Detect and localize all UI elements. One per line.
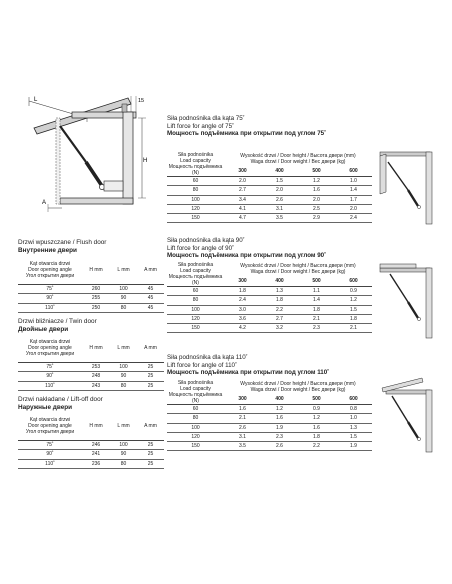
- table-cell: 110˚: [18, 303, 82, 312]
- table-row: [18, 441, 164, 450]
- table-row: [167, 214, 372, 223]
- table-cell: 3.6: [224, 314, 261, 323]
- table-cell: 0.9: [298, 405, 335, 414]
- table-cell: 90: [110, 372, 137, 381]
- table-cell: 110˚: [18, 381, 82, 390]
- table-row: [18, 372, 164, 381]
- table-cell: 1.5: [335, 432, 372, 441]
- table-row: [18, 450, 164, 459]
- table-cell: 500: [298, 276, 335, 287]
- table-header-row: [18, 334, 164, 363]
- table-cell: 600: [335, 394, 372, 405]
- table-cell: 100: [167, 305, 224, 314]
- table-cell: 1.5: [261, 177, 298, 186]
- table-cell: 400: [261, 166, 298, 177]
- table-cell: 1.6: [298, 186, 335, 195]
- table-cell: 80: [167, 414, 224, 423]
- table-cell: 3.1: [224, 432, 261, 441]
- liftoff-head-angle: Kąt otwarcia drzwi Door opening angle Угол открытия двери: [18, 412, 82, 441]
- table-cell: 248: [82, 372, 110, 381]
- table-cell: 75˚: [18, 441, 82, 450]
- table-cell: 1.6: [298, 423, 335, 432]
- table-row: [18, 294, 164, 303]
- lift110-header: Wysokość drzwi / Door height / Высота двери (mm) Waga drzwi / Door weight / Вес двери (kg): [240, 381, 356, 393]
- table-cell: 1.9: [261, 423, 298, 432]
- liftoff-title-pl: Drzwi nakładane / Lift-off door: [18, 396, 103, 403]
- table-row: [18, 285, 164, 294]
- table-cell: 0.8: [335, 405, 372, 414]
- table-cell: 1.8: [298, 305, 335, 314]
- table-cell: 2.1: [335, 324, 372, 333]
- table-cell: 2.1: [298, 314, 335, 323]
- lift110-title: [167, 354, 367, 377]
- table-cell: 2.1: [224, 414, 261, 423]
- twin-title-ru: Двойные двери: [18, 325, 69, 333]
- lift110-title-en: Lift force for angle of 110˚: [167, 361, 238, 369]
- lift90-title: [167, 237, 367, 260]
- table-cell: 1.8: [298, 432, 335, 441]
- table-cell: 2.5: [298, 204, 335, 213]
- table-cell: 90˚: [18, 372, 82, 381]
- table-cell: 1.8: [224, 287, 261, 296]
- table-cell: L mm: [110, 412, 137, 441]
- label-15: 15: [138, 98, 145, 104]
- flush-title-pl: Drzwi wpuszczane / Flush door: [18, 239, 107, 246]
- table-cell: 3.5: [224, 442, 261, 451]
- table-cell: 600: [335, 166, 372, 177]
- table-cell: 100: [167, 423, 224, 432]
- liftoff-door-title: [18, 396, 188, 411]
- table-cell: 80: [167, 296, 224, 305]
- flush-head-l: L mm: [110, 256, 137, 285]
- table-cell: 90: [110, 450, 137, 459]
- table-cell: 253: [82, 363, 110, 372]
- twin-head-angle: Kąt otwarcia drzwi Door opening angle Угол открытия двери: [18, 334, 82, 363]
- table-cell: 2.2: [261, 305, 298, 314]
- table-cell: 90˚: [18, 294, 82, 303]
- label-A: A: [42, 200, 47, 206]
- installation-diagram: [20, 92, 150, 222]
- table-row: [167, 195, 372, 204]
- flush-title-ru: Внутренние двери: [18, 246, 77, 254]
- table-cell: H mm: [82, 334, 110, 363]
- table-cell: 150: [167, 442, 224, 451]
- table-cell: 2.0: [335, 204, 372, 213]
- table-row: [167, 405, 372, 414]
- table-cell: 2.6: [261, 195, 298, 204]
- table-cell: 1.1: [298, 287, 335, 296]
- lift110-title-ru: Мощность подъёмника при открытии под углом 110˚: [167, 369, 330, 377]
- table-cell: 2.4: [335, 214, 372, 223]
- table-cell: 500: [298, 166, 335, 177]
- table-cell: 80: [167, 186, 224, 195]
- table-cell: 80: [110, 381, 137, 390]
- table-cell: 60: [167, 287, 224, 296]
- table-cell: 75˚: [18, 285, 82, 294]
- table-cell: 241: [82, 450, 110, 459]
- table-cell: 250: [82, 303, 110, 312]
- lift75-title-en: Lift force for angle of 75˚: [167, 122, 235, 130]
- lift90-title-en: Lift force for angle of 90˚: [167, 244, 235, 252]
- table-row: [167, 432, 372, 441]
- table-cell: 25: [137, 372, 164, 381]
- lift75-header: Wysokość drzwi / Door height / Высота двери (mm) Waga drzwi / Door weight / Вес двери (kg): [240, 153, 356, 165]
- table-header-row: [167, 262, 372, 276]
- table-header-row: [18, 412, 164, 441]
- table-cell: 1.9: [335, 442, 372, 451]
- table-cell: 4.2: [224, 324, 261, 333]
- lift110-diagram: [378, 376, 438, 456]
- table-cell: 90˚: [18, 450, 82, 459]
- lift75-title-pl: Siła podnośnika dla kąta 75˚: [167, 115, 245, 122]
- table-cell: 600: [335, 276, 372, 287]
- table-header-row: [167, 152, 372, 166]
- table-cell: 1.4: [298, 296, 335, 305]
- table-cell: 300: [224, 394, 261, 405]
- table-cell: 1.2: [261, 405, 298, 414]
- liftoff-door-table: [18, 412, 164, 469]
- table-cell: 2.6: [261, 442, 298, 451]
- table-row: [167, 314, 372, 323]
- table-cell: 1.3: [335, 423, 372, 432]
- table-cell: 1.6: [224, 405, 261, 414]
- lift75-diagram: [378, 148, 438, 228]
- lift90-title-pl: Siła podnośnika dla kąta 90˚: [167, 237, 245, 244]
- table-row: [167, 442, 372, 451]
- liftoff-title-ru: Наружные двери: [18, 403, 73, 411]
- table-cell: 75˚: [18, 363, 82, 372]
- twin-title-pl: Drzwi bliźniacze / Twin door: [18, 318, 97, 325]
- table-cell: 2.0: [298, 195, 335, 204]
- table-cell: A mm: [137, 334, 164, 363]
- table-cell: 100: [110, 363, 137, 372]
- table-cell: 3.4: [224, 195, 261, 204]
- table-cell: 4.1: [224, 204, 261, 213]
- table-cell: 120: [167, 314, 224, 323]
- table-header-row: [167, 380, 372, 394]
- table-row: [167, 324, 372, 333]
- lift90-table: [167, 262, 372, 333]
- label-L: L: [34, 97, 38, 103]
- flush-door-title: [18, 239, 188, 254]
- table-cell: 110˚: [18, 459, 82, 468]
- table-cell: 2.0: [261, 186, 298, 195]
- table-cell: 3.2: [261, 324, 298, 333]
- table-row: [167, 204, 372, 213]
- table-cell: 260: [82, 285, 110, 294]
- table-cell: 1.6: [261, 414, 298, 423]
- table-cell: 243: [82, 381, 110, 390]
- lift75-title: [167, 115, 367, 138]
- table-cell: 4.7: [224, 214, 261, 223]
- table-cell: 2.3: [261, 432, 298, 441]
- table-cell: A mm: [137, 412, 164, 441]
- table-row: [167, 414, 372, 423]
- table-cell: 1.0: [335, 177, 372, 186]
- table-cell: 45: [137, 285, 164, 294]
- table-cell: L mm: [110, 334, 137, 363]
- lift110-table: [167, 380, 372, 451]
- lift75-corner: Siła podnośnika Load capacity Мощность подъёмника (N): [168, 152, 223, 176]
- table-cell: 2.6: [224, 423, 261, 432]
- flush-head-a: A mm: [137, 256, 164, 285]
- table-cell: 236: [82, 459, 110, 468]
- table-row: [167, 296, 372, 305]
- table-cell: 90: [110, 294, 137, 303]
- table-cell: 120: [167, 432, 224, 441]
- table-cell: 246: [82, 441, 110, 450]
- table-cell: 300: [224, 276, 261, 287]
- flush-head-h: H mm: [82, 256, 110, 285]
- table-cell: 100: [110, 285, 137, 294]
- table-cell: 1.2: [298, 414, 335, 423]
- table-cell: 1.7: [335, 195, 372, 204]
- table-row: [167, 287, 372, 296]
- table-cell: 2.0: [224, 177, 261, 186]
- table-cell: 400: [261, 394, 298, 405]
- lift110-title-pl: Siła podnośnika dla kąta 110˚: [167, 354, 248, 361]
- table-cell: 500: [298, 394, 335, 405]
- table-cell: 100: [110, 441, 137, 450]
- table-cell: 120: [167, 204, 224, 213]
- table-cell: 1.2: [335, 296, 372, 305]
- twin-door-table: [18, 334, 164, 391]
- table-cell: 300: [224, 166, 261, 177]
- table-row: [167, 177, 372, 186]
- lift90-title-ru: Мощность подъёмника при открытии под углом 90˚: [167, 252, 327, 260]
- lift75-title-ru: Мощность подъёмника при открытии под углом 75˚: [167, 130, 327, 138]
- lift110-corner: Siła podnośnika Load capacity Мощность подъёмника (N): [168, 380, 223, 404]
- table-cell: 45: [137, 294, 164, 303]
- table-row: [18, 363, 164, 372]
- table-row: [18, 459, 164, 468]
- table-cell: 1.8: [335, 314, 372, 323]
- table-cell: 80: [110, 459, 137, 468]
- table-row: [167, 423, 372, 432]
- table-cell: 25: [137, 450, 164, 459]
- lift90-diagram: [378, 262, 438, 342]
- table-row: [167, 186, 372, 195]
- table-cell: 60: [167, 405, 224, 414]
- table-cell: 25: [137, 363, 164, 372]
- table-cell: 2.2: [298, 442, 335, 451]
- label-H: H: [143, 158, 148, 164]
- table-cell: 255: [82, 294, 110, 303]
- lift75-table: [167, 152, 372, 223]
- table-cell: 1.4: [335, 186, 372, 195]
- table-row: [167, 305, 372, 314]
- table-cell: 80: [110, 303, 137, 312]
- table-cell: 150: [167, 214, 224, 223]
- table-cell: 2.7: [224, 186, 261, 195]
- table-cell: 2.3: [298, 324, 335, 333]
- table-cell: 60: [167, 177, 224, 186]
- flush-head-angle: Kąt otwarcia drzwi Door opening angle Угол открытия двери: [18, 256, 82, 285]
- table-header-row: [18, 256, 164, 285]
- lift90-corner: Siła podnośnika Load capacity Мощность подъёмника (N): [168, 262, 223, 286]
- flush-door-table: [18, 256, 164, 313]
- table-cell: 2.7: [261, 314, 298, 323]
- table-cell: 2.4: [224, 296, 261, 305]
- table-cell: 3.0: [224, 305, 261, 314]
- table-cell: 150: [167, 324, 224, 333]
- table-cell: 2.9: [298, 214, 335, 223]
- table-cell: H mm: [82, 412, 110, 441]
- table-cell: 25: [137, 441, 164, 450]
- table-cell: 100: [167, 195, 224, 204]
- table-cell: 3.5: [261, 214, 298, 223]
- lift90-header: Wysokość drzwi / Door height / Высота двери (mm) Waga drzwi / Door weight / Вес двери (kg): [240, 263, 356, 275]
- table-cell: 25: [137, 459, 164, 468]
- table-cell: 1.3: [261, 287, 298, 296]
- twin-door-title: [18, 318, 188, 333]
- table-cell: 1.5: [335, 305, 372, 314]
- table-cell: 25: [137, 381, 164, 390]
- table-cell: 1.2: [298, 177, 335, 186]
- table-cell: 1.0: [335, 414, 372, 423]
- table-row: [18, 381, 164, 390]
- table-cell: 3.1: [261, 204, 298, 213]
- table-cell: 400: [261, 276, 298, 287]
- table-row: [18, 303, 164, 312]
- table-cell: 1.8: [261, 296, 298, 305]
- table-cell: 0.9: [335, 287, 372, 296]
- table-cell: 45: [137, 303, 164, 312]
